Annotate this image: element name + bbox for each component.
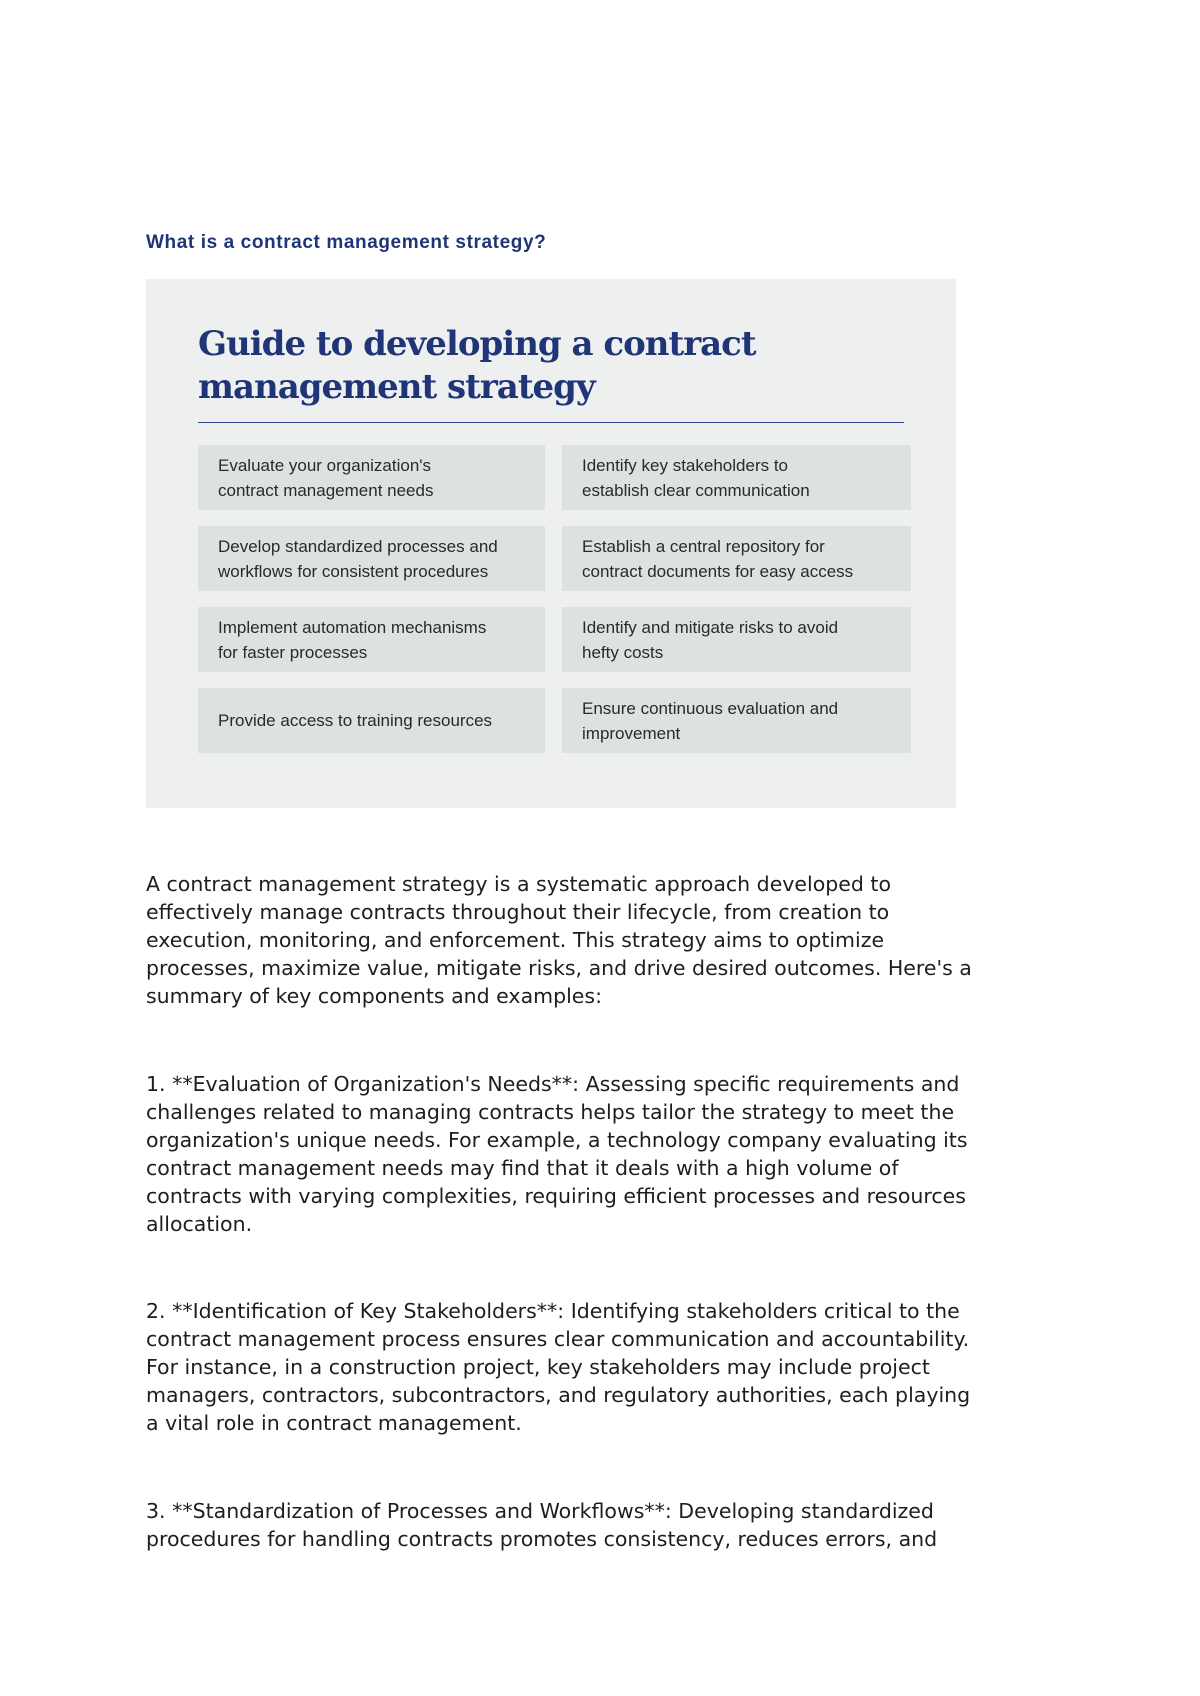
step-box-central-repository bbox=[562, 526, 911, 591]
step-box-standardize-processes bbox=[198, 526, 545, 591]
step-box-training-resources bbox=[198, 688, 545, 753]
step-box-label: Implement automation mechanisms for faster processes bbox=[218, 617, 487, 662]
section-heading: What is a contract management strategy? bbox=[146, 232, 547, 253]
step-box-label: Provide access to training resources bbox=[218, 711, 493, 730]
step-box-automation bbox=[198, 607, 545, 672]
step-box-label: Establish a central repository for contract documents for easy access bbox=[582, 536, 854, 581]
paragraph-item-1: 1. **Evaluation of Organization's Needs**: Assessing specific requirements and challenges related to managing contracts helps tailor the strategy to meet the organization's unique needs. For example, a technology company evaluating its contract management needs may find that it deals with a high volume of contracts with varying complexities, requiring efficient processes and resources allocation. bbox=[146, 1072, 968, 1236]
intro-paragraph: A contract management strategy is a systematic approach developed to effectively manage contracts throughout their lifecycle, from creation to execution, monitoring, and enforcement. This strategy aims to optimize processes, maximize value, mitigate risks, and drive desired outcomes. Here's a summary of key components and examples: bbox=[146, 872, 972, 1008]
infographic-grid bbox=[198, 445, 911, 753]
step-box-label: Identify and mitigate risks to avoid hefty costs bbox=[582, 617, 839, 662]
step-box-mitigate-risks bbox=[562, 607, 911, 672]
step-box-label: Evaluate your organization's contract management needs bbox=[218, 455, 434, 500]
infographic-title: Guide to developing a contract management strategy bbox=[198, 324, 756, 407]
step-box-evaluate-needs bbox=[198, 445, 545, 510]
step-box-label: Ensure continuous evaluation and improvement bbox=[582, 698, 839, 743]
paragraph-item-2: 2. **Identification of Key Stakeholders**: Identifying stakeholders critical to the contract management process ensures clear communication and accountability. For instance, in a construction project, key stakeholders may include project managers, contractors, subcontractors, and regulatory authorities, each playing a vital role in contract management. bbox=[146, 1299, 971, 1435]
step-box-label: Identify key stakeholders to establish clear communication bbox=[582, 455, 810, 500]
step-box-label: Develop standardized processes and workflows for consistent procedures bbox=[218, 536, 498, 581]
step-box-identify-stakeholders bbox=[562, 445, 911, 510]
infographic-divider bbox=[198, 422, 904, 423]
infographic bbox=[146, 279, 956, 808]
paragraph-item-3: 3. **Standardization of Processes and Workflows**: Developing standardized procedures for handling contracts promotes consistency, reduces errors, and bbox=[146, 1499, 938, 1551]
step-box-continuous-evaluation bbox=[562, 688, 911, 753]
